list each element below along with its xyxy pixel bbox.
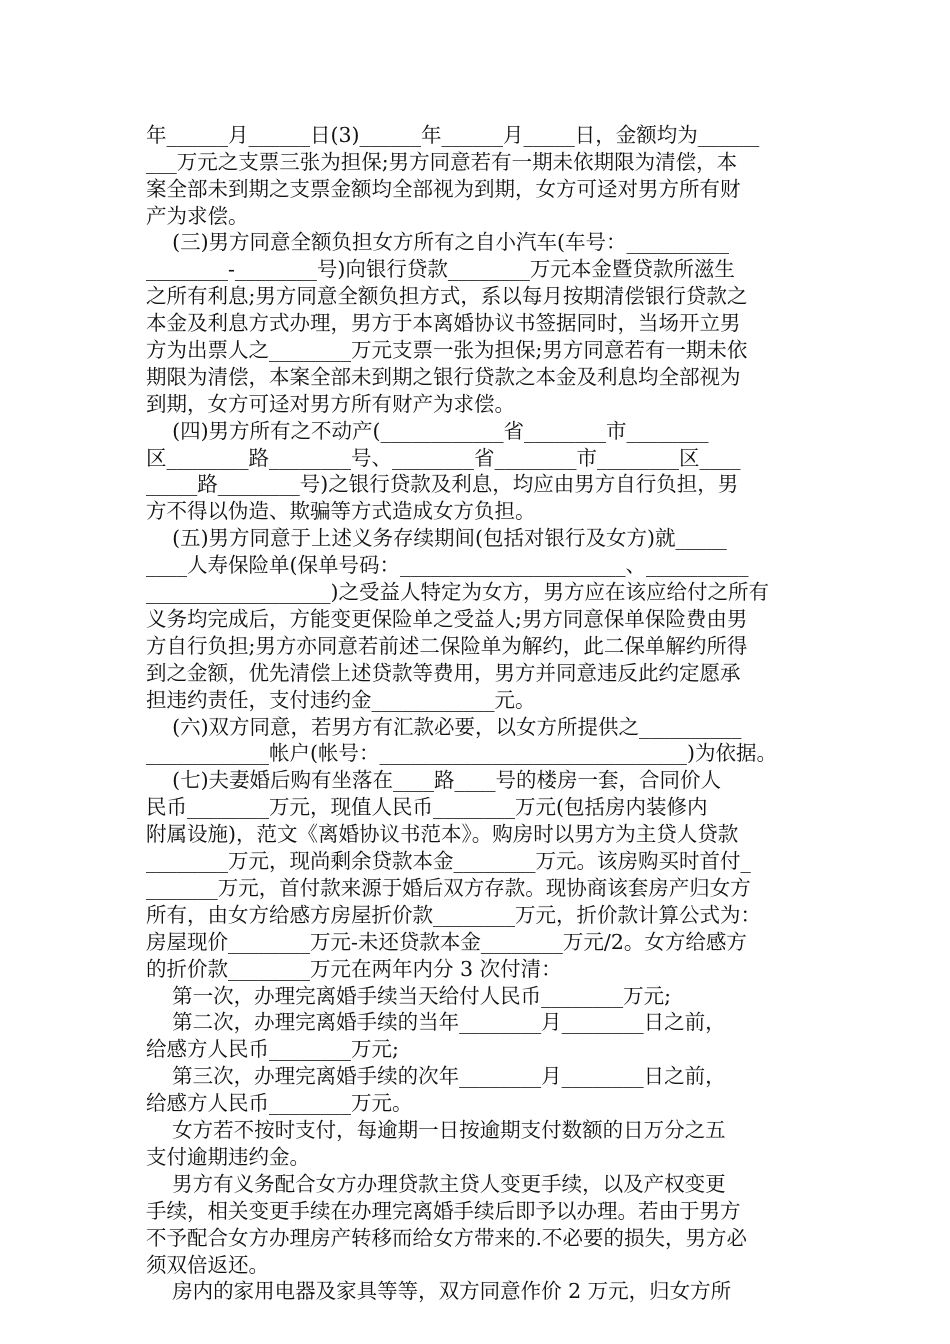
text-line: ____________帐户(帐号：______________________________)为依据。 [146,741,777,765]
text-line: 给感方人民币________万元。 [146,1091,413,1115]
text-line: 男方有义务配合女方办理贷款主贷人变更手续，以及产权变更 [146,1172,726,1196]
text-line: 的折价款________万元在两年内分 3 次付清： [146,957,562,981]
text-line: 义务均完成后，方能变更保险单之受益人;男方同意保单保险费由男 [146,607,748,631]
text-line: 产为求偿。 [146,204,249,228]
text-line: 之所有利息;男方同意全额负担方式，系以每月按期清偿银行贷款之 [146,284,748,308]
text-line: 年______月______日(3)______年______月_____日，金额均为______ [146,123,760,147]
text-line: 方自行负担;男方亦同意若前述二保险单为解约，此二保单解约所得 [146,634,748,658]
text-line: 所有，由女方给感方房屋折价款________万元，折价款计算公式为： [146,903,761,927]
text-line: 区________路________号、________省________市________区____ [146,446,741,470]
text-line: _______万元，首付款来源于婚后双方存款。现协商该套房产归女方 [146,876,751,900]
text-line: (三)男方同意全额负担女方所有之自小汽车(车号：__________ [146,230,730,254]
text-line: 女方若不按时支付，每逾期一日按逾期支付数额的日万分之五 [146,1118,726,1142]
text-line: (六)双方同意，若男方有汇款必要，以女方所提供之__________ [146,715,742,739]
text-line: 房屋现价________万元-未还贷款本金________万元/2。女方给感方 [146,930,747,954]
text-line: 方不得以伪造、欺骗等方式造成女方负担。 [146,499,536,523]
text-line: ________万元，现尚剩余贷款本金________万元。该房购买时首付_ [146,849,751,873]
text-line: 给感方人民币________万元; [146,1037,399,1061]
text-line: 须双倍返还。 [146,1253,269,1277]
text-line: 到期，女方可迳对男方所有财产为求偿。 [146,392,515,416]
text-line: (四)男方所有之不动产(____________省________市________ [146,419,709,443]
text-line: 方为出票人之________万元支票一张为担保;男方同意若有一期未依 [146,338,748,362]
text-line: 支付逾期违约金。 [146,1145,310,1169]
text-line: 房内的家用电器及家具等等，双方同意作价 2 万元，归女方所 [146,1279,732,1303]
text-line: (七)夫妻婚后购有坐落在____路____号的楼房一套，合同价人 [146,768,722,792]
text-line: 担违约责任，支付违约金____________元。 [146,688,536,712]
text-line: 期限为清偿，本案全部未到期之银行贷款之本金及利息均全部视为 [146,365,741,389]
text-line: _____路________号)之银行贷款及利息，均应由男方自行负担，男 [146,472,739,496]
text-line: 案全部未到期之支票金额均全部视为到期，女方可迳对男方所有财 [146,177,741,201]
text-line: 本金及利息方式办理，男方于本离婚协议书签据同时，当场开立男 [146,311,741,335]
text-line: __________________)之受益人特定为女方，男方应在该应给付之所有 [146,580,769,604]
text-line: 第一次，办理完离婚手续当天给付人民币________万元; [146,984,671,1008]
text-line: 不予配合女方办理房产转移而给女方带来的.不必要的损失，男方必 [146,1226,748,1250]
text-line: 民币________万元，现值人民币________万元(包括房内装修内 [146,795,708,819]
text-line: 手续，相关变更手续在办理完离婚手续后即予以办理。若由于男方 [146,1199,741,1223]
text-line: 到之金额，优先清偿上述贷款等费用，男方并同意违反此约定愿承 [146,661,741,685]
text-line: ____人寿保险单(保单号码：______________________、__________ [146,553,749,577]
text-line: ________-________号)向银行贷款________万元本金暨贷款所滋生 [146,257,735,281]
text-line: 第三次，办理完离婚手续的次年________月________日之前， [146,1064,726,1088]
text-line: (五)男方同意于上述义务存续期间(包括对银行及女方)就_____ [146,526,727,550]
text-line: ___万元之支票三张为担保;男方同意若有一期未依期限为清偿，本 [146,150,738,174]
text-line: 附属设施)，范文《离婚协议书范本》。购房时以男方为主贷人贷款 [146,822,739,846]
text-line: 第二次，办理完离婚手续的当年________月________日之前， [146,1010,726,1034]
